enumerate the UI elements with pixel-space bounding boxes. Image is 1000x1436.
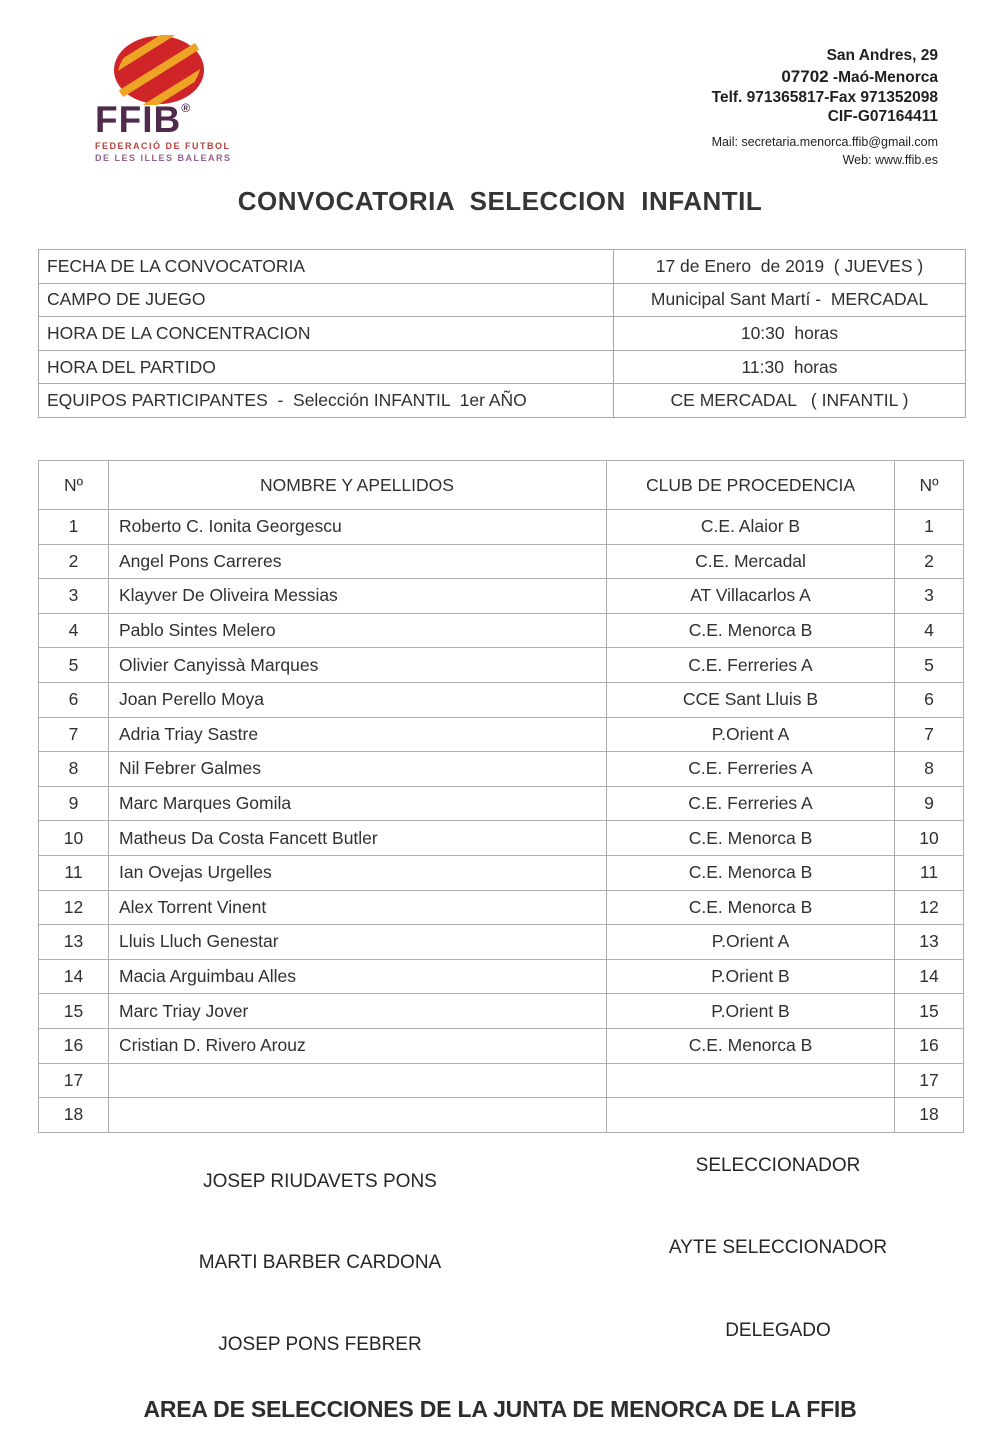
roster-player-name: Cristian D. Rivero Arouz xyxy=(109,1028,607,1063)
registered-mark-icon: ® xyxy=(181,101,192,115)
roster-player-name: Marc Marques Gomila xyxy=(109,786,607,821)
roster-num-right: 10 xyxy=(895,821,964,856)
address-cif: CIF-G07164411 xyxy=(827,108,938,126)
roster-row xyxy=(39,717,964,752)
signature-role-ayte-seleccionador: AYTE SELECCIONADOR xyxy=(668,1237,888,1258)
roster-player-name: Macia Arguimbau Alles xyxy=(109,959,607,994)
roster-num-left: 8 xyxy=(39,752,109,787)
roster-club: P.Orient B xyxy=(607,959,895,994)
info-row xyxy=(39,283,966,317)
roster-num-right: 16 xyxy=(895,1028,964,1063)
roster-row xyxy=(39,855,964,890)
roster-player-name: Adria Triay Sastre xyxy=(109,717,607,752)
roster-num-right: 2 xyxy=(895,544,964,579)
info-value: 10:30 horas xyxy=(614,317,966,351)
roster-club xyxy=(607,1063,895,1098)
roster-num-right: 9 xyxy=(895,786,964,821)
roster-num-right: 1 xyxy=(895,510,964,545)
roster-player-name: Pablo Sintes Melero xyxy=(109,613,607,648)
info-label: FECHA DE LA CONVOCATORIA xyxy=(39,250,614,284)
postal-code: 07702 xyxy=(781,66,829,86)
roster-num-left: 2 xyxy=(39,544,109,579)
footer-title: AREA DE SELECCIONES DE LA JUNTA DE MENORCA DE LA FFIB xyxy=(143,1396,857,1422)
roster-club: C.E. Ferreries A xyxy=(607,786,895,821)
address-web: Web: www.ffib.es xyxy=(842,153,938,168)
info-value: Municipal Sant Martí - MERCADAL xyxy=(614,283,966,317)
roster-row xyxy=(39,994,964,1029)
roster-num-right: 3 xyxy=(895,579,964,614)
roster-num-left: 14 xyxy=(39,959,109,994)
roster-num-left: 5 xyxy=(39,648,109,683)
roster-num-left: 1 xyxy=(39,510,109,545)
roster-num-right: 8 xyxy=(895,752,964,787)
roster-player-name: Roberto C. Ionita Georgescu xyxy=(109,510,607,545)
roster-row xyxy=(39,682,964,717)
roster-row xyxy=(39,1063,964,1098)
roster-club: C.E. Menorca B xyxy=(607,855,895,890)
roster-club: CCE Sant Lluis B xyxy=(607,682,895,717)
info-label: HORA DE LA CONCENTRACION xyxy=(39,317,614,351)
roster-num-left: 10 xyxy=(39,821,109,856)
roster-num-right: 14 xyxy=(895,959,964,994)
header-num-right: Nº xyxy=(895,461,964,510)
roster-club: C.E. Menorca B xyxy=(607,1028,895,1063)
roster-num-right: 11 xyxy=(895,855,964,890)
logo-acronym: FFIB® xyxy=(95,99,192,140)
info-row xyxy=(39,384,966,418)
info-row xyxy=(39,250,966,284)
roster-num-left: 18 xyxy=(39,1098,109,1133)
roster-player-name: Matheus Da Costa Fancett Butler xyxy=(109,821,607,856)
roster-player-name: Lluis Lluch Genestar xyxy=(109,925,607,960)
roster-num-left: 15 xyxy=(39,994,109,1029)
roster-player-name: Marc Triay Jover xyxy=(109,994,607,1029)
roster-num-left: 11 xyxy=(39,855,109,890)
roster-row xyxy=(39,648,964,683)
roster-row xyxy=(39,925,964,960)
roster-player-name xyxy=(109,1063,607,1098)
roster-player-name: Alex Torrent Vinent xyxy=(109,890,607,925)
roster-club: C.E. Menorca B xyxy=(607,613,895,648)
roster-row xyxy=(39,959,964,994)
roster-club: C.E. Menorca B xyxy=(607,890,895,925)
roster-num-right: 18 xyxy=(895,1098,964,1133)
roster-player-name: Angel Pons Carreres xyxy=(109,544,607,579)
roster-club: P.Orient A xyxy=(607,925,895,960)
header-name: NOMBRE Y APELLIDOS xyxy=(109,461,607,510)
address-street: San Andres, 29 xyxy=(826,47,938,64)
logo-subtitle-line1: FEDERACIÓ DE FUTBOL xyxy=(95,141,231,151)
info-table-body xyxy=(39,250,966,418)
signature-role-seleccionador: SELECCIONADOR xyxy=(695,1155,861,1176)
roster-num-right: 12 xyxy=(895,890,964,925)
roster-num-right: 6 xyxy=(895,682,964,717)
roster-num-right: 15 xyxy=(895,994,964,1029)
roster-row xyxy=(39,544,964,579)
signature-name-ayte-seleccionador: MARTI BARBER CARDONA xyxy=(198,1252,442,1273)
roster-row xyxy=(39,579,964,614)
roster-num-right: 4 xyxy=(895,613,964,648)
roster-club xyxy=(607,1098,895,1133)
info-label: HORA DEL PARTIDO xyxy=(39,350,614,384)
roster-row xyxy=(39,510,964,545)
roster-club: C.E. Alaior B xyxy=(607,510,895,545)
info-value: CE MERCADAL ( INFANTIL ) xyxy=(614,384,966,418)
roster-player-name: Ian Ovejas Urgelles xyxy=(109,855,607,890)
roster-num-left: 9 xyxy=(39,786,109,821)
info-row xyxy=(39,317,966,351)
roster-num-left: 17 xyxy=(39,1063,109,1098)
roster-num-left: 13 xyxy=(39,925,109,960)
header-club: CLUB DE PROCEDENCIA xyxy=(607,461,895,510)
info-label: CAMPO DE JUEGO xyxy=(39,283,614,317)
address-phone: Telf. 971365817-Fax 971352098 xyxy=(711,88,938,106)
ffib-logo xyxy=(95,35,235,163)
roster-header-row xyxy=(39,461,964,510)
roster-num-left: 4 xyxy=(39,613,109,648)
roster-body xyxy=(39,510,964,1133)
signature-name-delegado: JOSEP PONS FEBRER xyxy=(218,1334,422,1355)
roster-club: P.Orient B xyxy=(607,994,895,1029)
roster-club: C.E. Menorca B xyxy=(607,821,895,856)
roster-num-left: 12 xyxy=(39,890,109,925)
roster-row xyxy=(39,1028,964,1063)
roster-num-right: 13 xyxy=(895,925,964,960)
info-value: 17 de Enero de 2019 ( JUEVES ) xyxy=(614,250,966,284)
roster-player-name xyxy=(109,1098,607,1133)
address-block xyxy=(598,46,938,169)
roster-player-name: Olivier Canyissà Marques xyxy=(109,648,607,683)
info-label: EQUIPOS PARTICIPANTES - Selección INFANTIL 1er AÑO xyxy=(39,384,614,418)
header-num-left: Nº xyxy=(39,461,109,510)
roster-num-right: 5 xyxy=(895,648,964,683)
signature-role-delegado: DELEGADO xyxy=(725,1320,831,1341)
roster-num-right: 7 xyxy=(895,717,964,752)
ffib-ball-icon xyxy=(113,35,205,105)
roster-header xyxy=(39,461,964,510)
roster-row xyxy=(39,613,964,648)
roster-num-right: 17 xyxy=(895,1063,964,1098)
logo-subtitle-line2: DE LES ILLES BALEARS xyxy=(95,153,232,163)
roster-club: AT Villacarlos A xyxy=(607,579,895,614)
roster-table xyxy=(38,460,964,1133)
roster-row xyxy=(39,1098,964,1133)
roster-club: P.Orient A xyxy=(607,717,895,752)
address-mail: Mail: secretaria.menorca.ffib@gmail.com xyxy=(711,135,938,150)
roster-club: C.E. Ferreries A xyxy=(607,752,895,787)
roster-club: C.E. Mercadal xyxy=(607,544,895,579)
roster-club: C.E. Ferreries A xyxy=(607,648,895,683)
roster-player-name: Joan Perello Moya xyxy=(109,682,607,717)
info-table xyxy=(38,249,966,418)
roster-player-name: Nil Febrer Galmes xyxy=(109,752,607,787)
roster-player-name: Klayver De Oliveira Messias xyxy=(109,579,607,614)
roster-row xyxy=(39,786,964,821)
roster-row xyxy=(39,752,964,787)
roster-num-left: 7 xyxy=(39,717,109,752)
info-value: 11:30 horas xyxy=(614,350,966,384)
info-row xyxy=(39,350,966,384)
signature-name-seleccionador: JOSEP RIUDAVETS PONS xyxy=(203,1171,437,1192)
address-postal xyxy=(598,66,938,88)
roster-num-left: 3 xyxy=(39,579,109,614)
roster-num-left: 16 xyxy=(39,1028,109,1063)
page-title: CONVOCATORIA SELECCION INFANTIL xyxy=(237,186,763,216)
roster-row xyxy=(39,821,964,856)
roster-num-left: 6 xyxy=(39,682,109,717)
roster-row xyxy=(39,890,964,925)
postal-city: -Maó-Menorca xyxy=(828,68,938,86)
